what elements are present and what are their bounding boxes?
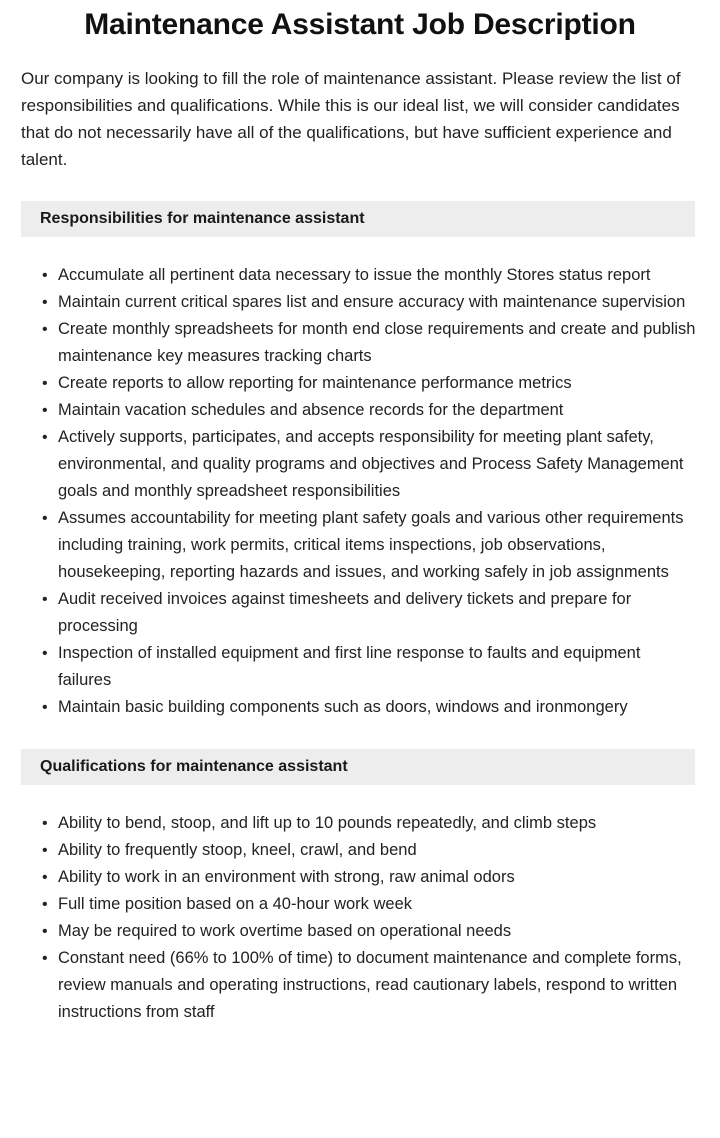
- list-item: • Maintain basic building components such as doors, windows and ironmongery: [0, 694, 720, 721]
- list-item: • Inspection of installed equipment and first line response to faults and equipment failures: [0, 640, 720, 694]
- spacer-after-qualifications-bar: [0, 785, 720, 810]
- list-item: • Maintain vacation schedules and absence records for the department: [0, 397, 720, 424]
- section-header-qualifications: [21, 749, 695, 785]
- list-item: • Actively supports, participates, and accepts responsibility for meeting plant safety, environmental, and quality programs and objectives and Process Safety Management goals and monthly spreadsheet responsibilities: [0, 424, 720, 505]
- section-header-responsibilities-label: Responsibilities for maintenance assistant: [40, 210, 365, 227]
- list-item: • Full time position based on a 40-hour work week: [0, 891, 720, 918]
- qualifications-list: [0, 810, 720, 1026]
- list-item: • Assumes accountability for meeting plant safety goals and various other requirements including training, work permits, critical items inspections, job observations, housekeeping, reporting hazards and issues, and working safely in job assignments: [0, 505, 720, 586]
- list-item: • Accumulate all pertinent data necessary to issue the monthly Stores status report: [0, 262, 720, 289]
- section-responsibilities: [0, 201, 720, 721]
- list-item: • Maintain current critical spares list and ensure accuracy with maintenance supervision: [0, 289, 720, 316]
- spacer-before-responsibilities: [0, 173, 720, 201]
- list-item: • Ability to frequently stoop, kneel, crawl, and bend: [0, 837, 720, 864]
- responsibilities-list: [0, 262, 720, 721]
- spacer-after-responsibilities-bar: [0, 237, 720, 262]
- list-item: • Ability to bend, stoop, and lift up to 10 pounds repeatedly, and climb steps: [0, 810, 720, 837]
- section-header-responsibilities: [21, 201, 695, 237]
- bottom-spacer: [0, 1026, 720, 1062]
- list-item: • Ability to work in an environment with strong, raw animal odors: [0, 864, 720, 891]
- page-title: Maintenance Assistant Job Description: [84, 8, 636, 41]
- section-qualifications: [0, 749, 720, 1026]
- section-header-qualifications-label: Qualifications for maintenance assistant: [40, 758, 348, 775]
- list-item: • May be required to work overtime based on operational needs: [0, 918, 720, 945]
- list-item: • Constant need (66% to 100% of time) to document maintenance and complete forms, review manuals and operating instructions, read cautionary labels, respond to written instructions from staff: [0, 945, 720, 1026]
- list-item: • Audit received invoices against timesheets and delivery tickets and prepare for processing: [0, 586, 720, 640]
- list-item: • Create reports to allow reporting for maintenance performance metrics: [0, 370, 720, 397]
- list-item: • Create monthly spreadsheets for month end close requirements and create and publish maintenance key measures tracking charts: [0, 316, 720, 370]
- intro-paragraph: Our company is looking to fill the role of maintenance assistant. Please review the list of responsibilities and qualifications. While this is our ideal list, we will consider candidates that do not necessarily have all of the qualifications, but have sufficient experience and talent.: [21, 69, 681, 169]
- spacer-before-qualifications: [0, 721, 720, 749]
